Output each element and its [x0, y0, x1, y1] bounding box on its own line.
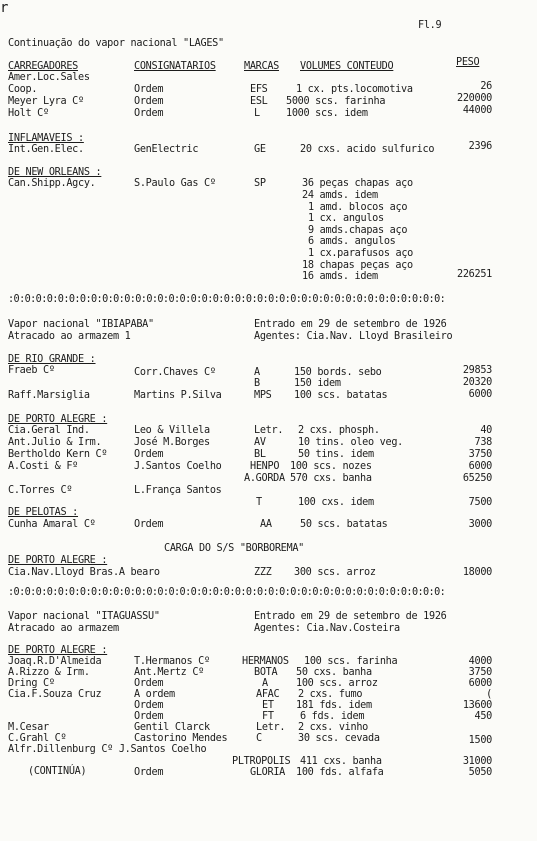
- volumes: 1000 scs. idem: [286, 108, 368, 119]
- mark: SP: [254, 178, 266, 189]
- volumes: 411 cxs. banha: [300, 756, 382, 767]
- weight: 29853: [462, 365, 492, 376]
- weight: 3750: [468, 667, 492, 678]
- volumes: 2 cxs. phosph.: [298, 425, 380, 436]
- mark: ESL: [250, 96, 268, 107]
- weight: (: [486, 689, 492, 700]
- consignee: Ordem: [134, 519, 164, 530]
- weight: 5050: [468, 767, 492, 778]
- consignee: Ordem: [134, 96, 164, 107]
- weight: 1500: [468, 735, 492, 746]
- shipper-line: Joaq.R.D'Almeida: [8, 656, 102, 667]
- mark: A: [262, 678, 268, 689]
- shipper-line: Cia.Geral Ind.: [8, 425, 90, 436]
- volumes: 6 amds. angulos: [308, 236, 396, 247]
- weight: 3000: [468, 519, 492, 530]
- volumes: 16 amds. idem: [302, 271, 378, 282]
- weight: 226251: [456, 269, 492, 280]
- consignee: L.França Santos: [134, 485, 222, 496]
- section-heading: INFLAMAVEIS :: [8, 133, 84, 144]
- weight: 13600: [462, 700, 492, 711]
- volumes: 50 cxs. banha: [296, 667, 372, 678]
- volumes: 570 cxs. banha: [290, 473, 372, 484]
- volumes: 20 cxs. acido sulfurico: [300, 144, 435, 155]
- volumes: 150 idem: [294, 378, 341, 389]
- shipper-line: Int.Gen.Elec.: [8, 144, 84, 155]
- corner-mark: r: [0, 0, 9, 16]
- shipper-line: M.Cesar: [8, 722, 49, 733]
- weight: 65250: [462, 473, 492, 484]
- col-volumes: VOLUMES CONTEUDO: [300, 61, 394, 72]
- volumes: 1 cx. angulos: [308, 213, 384, 224]
- mark: AFAC: [256, 689, 280, 700]
- mark: Letr.: [254, 425, 284, 436]
- mark: GE: [254, 144, 266, 155]
- volumes: 6 fds. idem: [300, 711, 365, 722]
- shipper-line: Bertholdo Kern Cº: [8, 449, 108, 460]
- mark: L: [254, 108, 260, 119]
- mark: ZZZ: [254, 567, 272, 578]
- col-marcas: MARCAS: [244, 61, 280, 72]
- volumes: 10 tins. oleo veg.: [298, 437, 404, 448]
- volumes: 150 bords. sebo: [294, 367, 382, 378]
- mark: A.GORDA: [244, 473, 285, 484]
- vessel-berth: Atracado ao armazem: [8, 623, 119, 634]
- weight: 20320: [462, 377, 492, 388]
- weight: 4000: [468, 656, 492, 667]
- volumes: 9 amds.chapas aço: [308, 225, 408, 236]
- shipper-line: Holt Cº: [8, 108, 49, 119]
- section-heading: DE PORTO ALEGRE :: [8, 645, 108, 656]
- consignee: Ordem: [134, 108, 164, 119]
- weight: 6000: [468, 678, 492, 689]
- volumes: 100 scs. nozes: [290, 461, 372, 472]
- weight: 6000: [468, 389, 492, 400]
- consignee: Ordem: [134, 449, 164, 460]
- volumes: 100 scs. batatas: [294, 390, 388, 401]
- shipper-line: Can.Shipp.Agcy.: [8, 178, 96, 189]
- cargo-heading: CARGA DO S/S "BORBOREMA": [164, 543, 305, 554]
- mark: AV: [254, 437, 266, 448]
- weight: 220000: [456, 93, 492, 104]
- volumes: 100 cxs. idem: [298, 497, 374, 508]
- shipper-line: Dring Cº: [8, 678, 55, 689]
- shipper-line: Fraeb Cº: [8, 365, 55, 376]
- vessel-agents: Agentes: Cia.Nav. Lloyd Brasileiro: [254, 331, 453, 342]
- weight: 26: [480, 81, 492, 92]
- shipper-line: Cunha Amaral Cº: [8, 519, 96, 530]
- page-number: Fl.9: [418, 20, 442, 31]
- consignee: José M.Borges: [134, 437, 210, 448]
- continua-label: (CONTINÚA): [28, 766, 87, 777]
- mark: FT: [262, 711, 274, 722]
- mark: C: [256, 733, 262, 744]
- volumes: 2 cxs. vinho: [298, 722, 369, 733]
- volumes: 100 scs. farinha: [304, 656, 398, 667]
- vessel-name: Vapor nacional "IBIAPABA": [8, 319, 154, 330]
- volumes: 1 cx.parafusos aço: [308, 248, 414, 259]
- consignee: Castorino Mendes: [134, 733, 228, 744]
- mark: BL: [254, 449, 266, 460]
- shipper-line: C.Grahl Cº: [8, 733, 67, 744]
- page-title: Continuação do vapor nacional "LAGES": [8, 38, 224, 49]
- shipper-line: C.Torres Cº: [8, 485, 73, 496]
- mark: HENPO: [250, 461, 280, 472]
- weight: 2396: [468, 141, 492, 152]
- volumes: 24 amds. idem: [302, 190, 378, 201]
- mark: EFS: [250, 84, 268, 95]
- mark: PLTROPOLIS: [232, 756, 291, 767]
- weight: 44000: [462, 105, 492, 116]
- mark: ET: [262, 700, 274, 711]
- weight: 3750: [468, 449, 492, 460]
- mark: BOTA: [254, 667, 278, 678]
- mark: B: [254, 378, 260, 389]
- weight: 40: [480, 425, 492, 436]
- consignee: Ordem: [134, 711, 164, 722]
- mark: A: [254, 367, 260, 378]
- weight: 738: [474, 437, 492, 448]
- shipper-line: Cia.F.Souza Cruz: [8, 689, 102, 700]
- volumes: 1 cx. pts.locomotiva: [296, 84, 413, 95]
- mark: HERMANOS: [242, 656, 289, 667]
- weight: 450: [474, 711, 492, 722]
- shipper-line: Ant.Julio & Irm.: [8, 437, 102, 448]
- consignee: Ordem: [134, 84, 164, 95]
- volumes: 5000 scs. farinha: [286, 96, 386, 107]
- shipper-line: Raff.Marsiglia: [8, 390, 90, 401]
- section-heading: DE PORTO ALEGRE :: [8, 414, 108, 425]
- volumes: 50 tins. idem: [298, 449, 374, 460]
- consignee: T.Hermanos Cº: [134, 656, 210, 667]
- section-heading: DE RIO GRANDE :: [8, 354, 96, 365]
- mark: MPS: [254, 390, 272, 401]
- mark: T: [256, 497, 262, 508]
- weight: 31000: [462, 756, 492, 767]
- volumes: 100 scs. arroz: [296, 678, 378, 689]
- shipper-line: Amer.Loc.Sales: [8, 72, 90, 83]
- volumes: 300 scs. arroz: [294, 567, 376, 578]
- mark: Letr.: [256, 722, 286, 733]
- consignee: J.Santos Coelho: [134, 461, 222, 472]
- separator: :0:0:0:0:0:0:0:0:0:0:0:0:0:0:0:0:0:0:0:0:0:0:0:0:0:0:0:0:0:0:0:0:0:0:0:0:0:0:0:: [8, 587, 446, 598]
- volumes: 36 peças chapas aço: [302, 178, 413, 189]
- shipper-line: A.Rizzo & Irm.: [8, 667, 90, 678]
- weight: 7500: [468, 497, 492, 508]
- vessel-berth: Atracado ao armazem 1: [8, 331, 131, 342]
- col-consignatarios: CONSIGNATARIOS: [134, 61, 216, 72]
- weight: 18000: [462, 567, 492, 578]
- consignee: Ordem: [134, 700, 164, 711]
- col-carregadores: CARREGADORES: [8, 61, 79, 72]
- consignee: Martins P.Silva: [134, 390, 222, 401]
- mark: GLORIA: [250, 767, 286, 778]
- col-peso: PESO: [456, 57, 480, 68]
- shipper-line: Meyer Lyra Cº: [8, 96, 84, 107]
- volumes: 100 fds. alfafa: [296, 767, 384, 778]
- weight: 6000: [468, 461, 492, 472]
- volumes: 1 amd. blocos aço: [308, 202, 408, 213]
- vessel-agents: Agentes: Cia.Nav.Costeira: [254, 623, 400, 634]
- shipper-line: Coop.: [8, 84, 38, 95]
- vessel-arrival: Entrado em 29 de setembro de 1926: [254, 319, 447, 330]
- separator: :0:0:0:0:0:0:0:0:0:0:0:0:0:0:0:0:0:0:0:0:0:0:0:0:0:0:0:0:0:0:0:0:0:0:0:0:0:0:0:: [8, 294, 446, 305]
- mark: AA: [260, 519, 272, 530]
- section-heading: DE PELOTAS :: [8, 507, 79, 518]
- volumes: 18 chapas peças aço: [302, 260, 413, 271]
- shipper-line: Alfr.Dillenburg Cº J.Santos Coelho: [8, 744, 207, 755]
- vessel-name: Vapor nacional "ITAGUASSU": [8, 611, 160, 622]
- shipper-line: A.Costi & Fº: [8, 461, 79, 472]
- vessel-arrival: Entrado em 29 de setembro de 1926: [254, 611, 447, 622]
- consignee: S.Paulo Gas Cº: [134, 178, 216, 189]
- consignee: Ant.Mertz Cº: [134, 667, 205, 678]
- volumes: 30 scs. cevada: [298, 733, 380, 744]
- consignee: Ordem: [134, 678, 164, 689]
- section-heading: DE PORTO ALEGRE :: [8, 555, 108, 566]
- volumes: 2 cxs. fumo: [298, 689, 363, 700]
- consignee: Corr.Chaves Cº: [134, 367, 216, 378]
- consignee: Ordem: [134, 767, 164, 778]
- consignee: GenElectric: [134, 144, 199, 155]
- section-heading: DE NEW ORLEANS :: [8, 167, 102, 178]
- consignee: Gentil Clarck: [134, 722, 210, 733]
- volumes: 181 fds. idem: [296, 700, 372, 711]
- shipper-line: Cia.Nav.Lloyd Bras.A bearo: [8, 567, 160, 578]
- volumes: 50 scs. batatas: [300, 519, 388, 530]
- consignee: Leo & Villela: [134, 425, 210, 436]
- consignee: A ordem: [134, 689, 175, 700]
